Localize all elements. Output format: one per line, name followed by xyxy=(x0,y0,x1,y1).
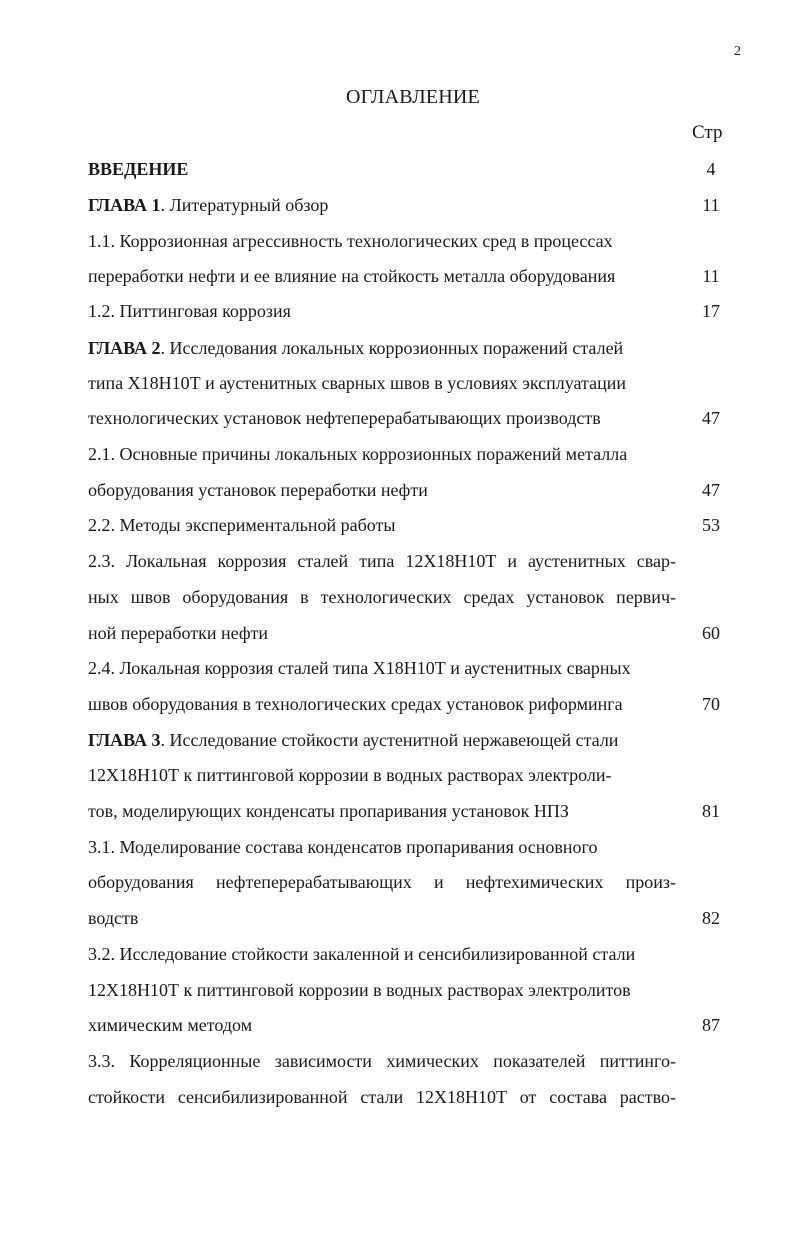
toc-line: 1.1. Коррозионная агрессивность технологических сред в процессах xyxy=(88,231,613,251)
toc-line: технологических установок нефтеперерабатывающих производств xyxy=(88,408,601,428)
toc-page-number: 47 xyxy=(702,480,720,500)
toc-heading-intro: ВВЕДЕНИЕ xyxy=(88,159,189,179)
toc-page-number: 60 xyxy=(702,623,720,643)
toc-line: тов, моделирующих конденсаты пропаривания установок НПЗ xyxy=(88,801,569,821)
toc-line: 3.3. Корреляционные зависимости химических показателей питтинго- xyxy=(88,1051,676,1071)
toc-line: 3.1. Моделирование состава конденсатов пропаривания основного xyxy=(88,837,598,857)
toc-line: 2.4. Локальная коррозия сталей типа Х18Н10Т и аустенитных сварных xyxy=(88,658,631,678)
toc-page-number: 70 xyxy=(702,694,720,714)
toc-heading-chapter-1: ГЛАВА 1 xyxy=(88,195,161,215)
toc-line: переработки нефти и ее влияние на стойкость металла оборудования xyxy=(88,266,616,286)
toc-page-number: 17 xyxy=(702,301,720,321)
toc-line: 12Х18Н10Т к питтинговой коррозии в водных растворах электроли- xyxy=(88,765,612,785)
toc-line: ГЛАВА 1. Литературный обзор xyxy=(88,195,329,215)
toc-page-number: 87 xyxy=(702,1015,720,1035)
toc-heading-chapter-2: ГЛАВА 2 xyxy=(88,338,161,358)
toc-line: водств xyxy=(88,908,139,928)
toc-line: химическим методом xyxy=(88,1015,253,1035)
toc-line: 2.2. Методы экспериментальной работы xyxy=(88,515,396,535)
toc-line: оборудования нефтеперерабатывающих и нефтехимических произ- xyxy=(88,872,676,892)
toc-line: 12Х18Н10Т к питтинговой коррозии в водных растворах электролитов xyxy=(88,980,631,1000)
page-column-header: Стр xyxy=(692,122,723,143)
toc-page-number: 47 xyxy=(702,408,720,428)
toc-heading-chapter-3: ГЛАВА 3 xyxy=(88,730,161,750)
toc-line: стойкости сенсибилизированной стали 12Х18Н10Т от состава раство- xyxy=(88,1087,676,1107)
toc-page-number: 11 xyxy=(702,266,720,286)
page-number: 2 xyxy=(734,44,741,59)
toc-page-number: 82 xyxy=(702,908,720,928)
toc-line xyxy=(88,156,188,182)
toc-title: ОГЛАВЛЕНИЕ xyxy=(346,86,480,108)
toc-page-number: 53 xyxy=(702,515,720,535)
toc-line: 2.3. Локальная коррозия сталей типа 12Х18Н10Т и аустенитных свар- xyxy=(88,551,676,571)
toc-line: ГЛАВА 2. Исследования локальных коррозионных поражений сталей xyxy=(88,338,624,358)
toc-line: 2.1. Основные причины локальных коррозионных поражений металла xyxy=(88,444,628,464)
toc-line: ной переработки нефти xyxy=(88,623,269,643)
toc-page-number: 11 xyxy=(702,195,720,215)
toc-page-number: 4 xyxy=(706,159,716,179)
toc-line: швов оборудования в технологических средах установок риформинга xyxy=(88,694,623,714)
toc-line: 1.2. Питтинговая коррозия xyxy=(88,301,291,321)
toc-line: типа Х18Н10Т и аустенитных сварных швов в условиях эксплуатации xyxy=(88,373,626,393)
toc-line: ГЛАВА 3. Исследование стойкости аустенитной нержавеющей стали xyxy=(88,730,619,750)
toc-line: оборудования установок переработки нефти xyxy=(88,480,428,500)
toc-line: ных швов оборудования в технологических средах установок первич- xyxy=(88,587,676,607)
toc-page-number: 81 xyxy=(702,801,720,821)
toc-line: 3.2. Исследование стойкости закаленной и сенсибилизированной стали xyxy=(88,944,636,964)
